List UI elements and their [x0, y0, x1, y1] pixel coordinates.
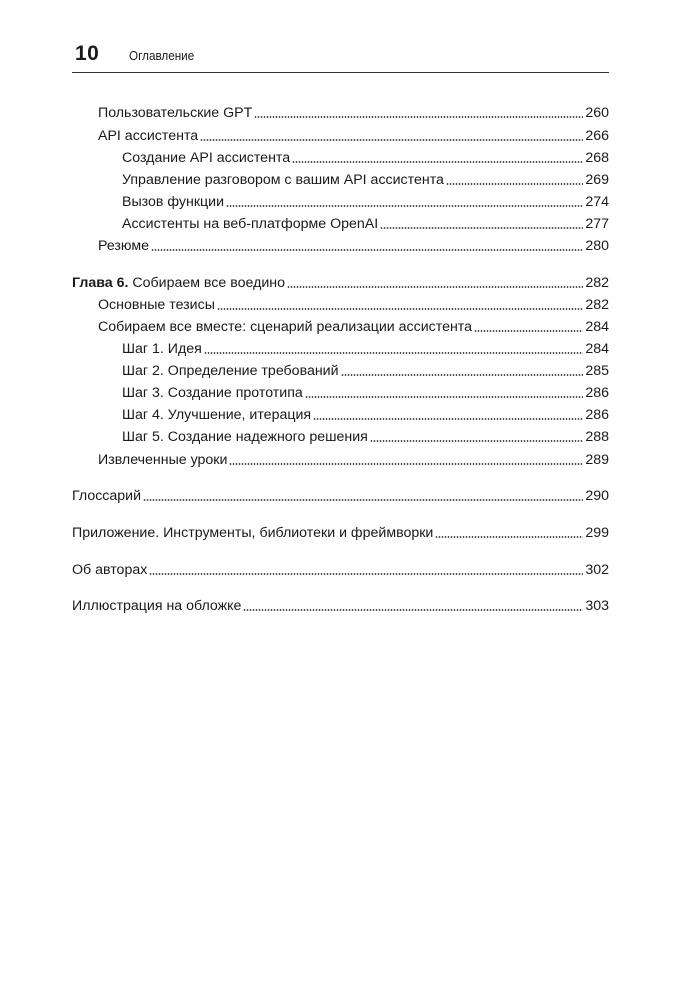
dot-leader	[435, 536, 583, 538]
toc-entry-title: Шаг 1. Идея	[122, 341, 202, 357]
toc-entry	[122, 192, 609, 212]
toc-entry-page: 282	[585, 275, 609, 291]
toc-entry-page: 284	[585, 319, 609, 335]
dot-leader	[341, 374, 584, 376]
toc-entry-title: Иллюстрация на обложке	[72, 598, 242, 614]
toc-entry-page: 269	[585, 172, 609, 188]
toc-entry	[98, 236, 609, 256]
toc-entry	[98, 103, 609, 123]
chapter-title: Собираем все воедино	[128, 275, 286, 291]
header-rule	[72, 72, 609, 73]
dot-leader	[151, 249, 583, 251]
toc-entry-title: Шаг 5. Создание надежного решения	[122, 429, 368, 445]
toc-entry	[122, 339, 609, 359]
toc-entry	[72, 560, 609, 580]
toc-entry-title: Шаг 3. Создание прототипа	[122, 385, 303, 401]
toc-entry	[98, 450, 609, 470]
toc-entry	[98, 317, 609, 337]
toc-entry-page: 266	[585, 128, 609, 144]
dot-leader	[200, 139, 583, 141]
toc-entry	[72, 596, 609, 616]
toc-entry-page: 302	[585, 562, 609, 578]
toc-entry-page: 260	[585, 105, 609, 121]
toc-entry	[122, 427, 609, 447]
dot-leader	[217, 308, 583, 310]
toc-entry-title: Глоссарий	[72, 488, 142, 504]
page-header	[72, 40, 609, 72]
dot-leader	[380, 227, 583, 229]
toc-entry	[122, 361, 609, 381]
dot-leader	[474, 330, 583, 332]
toc-entry-title: Приложение. Инструменты, библиотеки и фреймворки	[72, 525, 434, 541]
toc-entry-title: Резюме	[98, 238, 150, 254]
toc-entry-title: API ассистента	[98, 128, 199, 144]
toc-entry-page: 285	[585, 363, 609, 379]
dot-leader	[313, 418, 583, 420]
toc-entry-title	[72, 273, 285, 293]
dot-leader	[287, 286, 583, 288]
toc-entry	[122, 383, 609, 403]
dot-leader	[292, 161, 583, 163]
toc-entry	[122, 405, 609, 425]
running-title: Оглавление	[129, 48, 195, 63]
dot-leader	[243, 609, 583, 611]
toc-entry	[72, 486, 609, 506]
dot-leader	[229, 463, 583, 465]
toc-entry-page: 286	[585, 407, 609, 423]
toc-entry-title: Вызов функции	[122, 194, 225, 210]
toc-entry-page: 303	[585, 598, 609, 614]
toc-entry-title: Шаг 4. Улучшение, итерация	[122, 407, 312, 423]
page-number: 10	[75, 42, 100, 65]
toc-entry-page: 277	[585, 216, 609, 232]
dot-leader	[305, 396, 584, 398]
dot-leader	[254, 116, 583, 118]
toc-entry-page: 282	[585, 297, 609, 313]
toc-entry-title: Шаг 2. Определение требований	[122, 363, 339, 379]
toc-entry-page: 290	[585, 488, 609, 504]
toc-entry-title: Основные тезисы	[98, 297, 215, 313]
toc-entry	[122, 148, 609, 168]
toc-entry-title: Об авторах	[72, 562, 148, 578]
dot-leader	[370, 440, 583, 442]
toc-entry-page: 289	[585, 452, 609, 468]
dot-leader	[149, 573, 583, 575]
dot-leader	[143, 499, 583, 501]
toc-entry	[122, 170, 609, 190]
toc-entry-page: 284	[585, 341, 609, 357]
toc-entry-page: 286	[585, 385, 609, 401]
toc-entry-title: Извлеченные уроки	[98, 452, 228, 468]
toc-entry	[98, 126, 609, 146]
toc-entry-page: 299	[585, 525, 609, 541]
dot-leader	[446, 183, 583, 185]
toc-entry-title: Пользовательские GPT	[98, 105, 253, 121]
toc-entry	[98, 295, 609, 315]
toc-entry-page: 268	[585, 150, 609, 166]
toc-entry-title: Управление разговором с вашим API ассистента	[122, 172, 444, 188]
toc-entry	[122, 214, 609, 234]
dot-leader	[226, 205, 583, 207]
toc-entry-page: 274	[585, 194, 609, 210]
dot-leader	[204, 352, 583, 354]
chapter-label: Глава 6.	[72, 275, 129, 291]
toc-entry-title: Создание API ассистента	[122, 150, 291, 166]
toc-entry-title: Собираем все вместе: сценарий реализации ассистента	[98, 319, 473, 335]
toc-entry-title: Ассистенты на веб-платформе OpenAI	[122, 216, 379, 232]
toc-chapter-entry	[72, 273, 609, 293]
toc-entry	[72, 523, 609, 543]
toc-entry-page: 280	[585, 238, 609, 254]
toc-entry-page: 288	[585, 429, 609, 445]
